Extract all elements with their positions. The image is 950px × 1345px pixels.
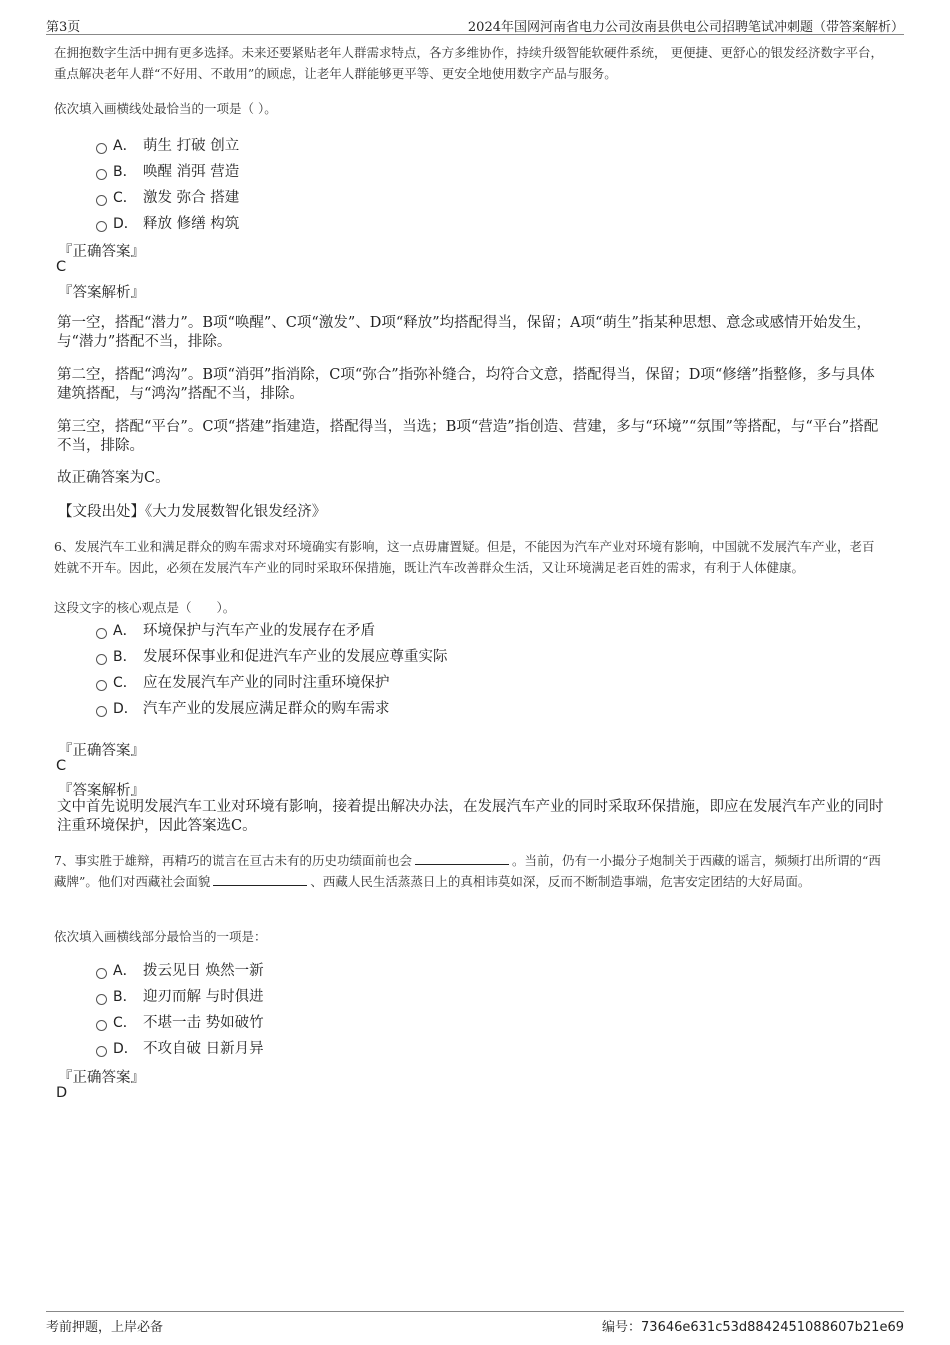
q7-passage: 7、事实胜于雄辩，再精巧的谎言在亘古未有的历史功绩面前也会 。当前，仍有一小撮分子炮制关于西藏的谣言，频频打出所谓的“西藏牌”。他们对西藏社会面貌 、西藏人民生活蒸蒸日上的真相讳莫如深，反而不断制造事端，危害安定团结的大好局面。	[54, 853, 881, 889]
q7-answer-label: 『正确答案』	[58, 1070, 145, 1086]
radio-icon[interactable]	[96, 1020, 107, 1031]
blank-line	[213, 873, 307, 886]
q6-option-d[interactable]: D． 汽车产业的发展应满足群众的购车需求	[96, 697, 390, 719]
radio-icon[interactable]	[96, 680, 107, 691]
q5-analysis-label: 『答案解析』	[58, 285, 145, 301]
radio-icon[interactable]	[96, 994, 107, 1005]
q7-prompt: 依次填入画横线部分最恰当的一项是：	[54, 929, 267, 944]
q7-option-c[interactable]: C． 不堪一击 势如破竹	[96, 1011, 264, 1033]
q5-option-d[interactable]: D． 释放 修缮 构筑	[96, 212, 239, 234]
q5-answer-label: 『正确答案』	[58, 244, 145, 260]
blank-line	[415, 852, 509, 865]
document-title: 2024年国网河南省电力公司汝南县供电公司招聘笔试冲刺题（带答案解析）	[467, 20, 904, 35]
radio-icon[interactable]	[96, 195, 107, 206]
page-footer	[46, 1311, 904, 1334]
q7-option-a[interactable]: A． 拨云见日 焕然一新	[96, 959, 264, 981]
radio-icon[interactable]	[96, 143, 107, 154]
radio-icon[interactable]	[96, 169, 107, 180]
page-number: 第3页	[46, 20, 81, 35]
q5-option-a[interactable]: A． 萌生 打破 创立	[96, 134, 239, 156]
footer-code: 编号：73646e631c53d8842451088607b21e69	[602, 1320, 904, 1335]
radio-icon[interactable]	[96, 1046, 107, 1057]
page-header	[46, 14, 904, 35]
q7-option-d[interactable]: D． 不攻自破 日新月异	[96, 1037, 264, 1059]
q5-analysis-1: 第一空，搭配“潜力”。B项“唤醒”、C项“激发”、D项“释放”均搭配得当，保留；A项“萌生”指某种思想、意念或感情开始发生，与“潜力”搭配不当，排除。	[57, 315, 871, 350]
q7-option-b[interactable]: B． 迎刃而解 与时俱进	[96, 985, 264, 1007]
q7-answer: D	[56, 1085, 68, 1101]
radio-icon[interactable]	[96, 654, 107, 665]
q5-answer: C	[56, 259, 67, 275]
q5-source: 【文段出处】《大力发展数智化银发经济》	[58, 504, 327, 520]
radio-icon[interactable]	[96, 706, 107, 717]
q5-prompt: 依次填入画横线处最恰当的一项是（ ）。	[54, 101, 277, 116]
q5-analysis-3: 第三空，搭配“平台”。C项“搭建”指建造，搭配得当，当选；B项“营造”指创造、营建，多与“环境”“氛围”等搭配，与“平台”搭配不当，排除。	[57, 419, 879, 454]
q6-option-b[interactable]: B． 发展环保事业和促进汽车产业的发展应尊重实际	[96, 645, 448, 667]
footer-slogan: 考前押题，上岸必备	[46, 1320, 164, 1335]
radio-icon[interactable]	[96, 968, 107, 979]
q5-analysis-4: 故正确答案为C。	[57, 470, 170, 486]
q5-passage: 在拥抱数字生活中拥有更多选择。未来还要紧贴老年人群需求特点，各方多维协作，持续升级智能软硬件系统， 更便捷、更舒心的银发经济数字平台，重点解决老年人群“不好用、不敢用”的顾虑，让老年人群能够更平等、更安全地使用数字产品与服务。	[54, 45, 883, 81]
q6-option-c[interactable]: C． 应在发展汽车产业的同时注重环境保护	[96, 671, 390, 693]
q6-passage: 6、发展汽车工业和满足群众的购车需求对环境确实有影响，这一点毋庸置疑。但是，不能因为汽车产业对环境有影响，中国就不发展汽车产业，老百姓就不开车。因此，必须在发展汽车产业的同时采取环保措施，既让汽车改善群众生活，又让环境满足老百姓的需求，有利于人体健康。	[54, 539, 875, 575]
q6-analysis: 文中首先说明发展汽车工业对环境有影响，接着提出解决办法，在发展汽车产业的同时采取环保措施，即应在发展汽车产业的同时注重环境保护，因此答案选C。	[57, 799, 884, 834]
q6-prompt: 这段文字的核心观点是（ ）。	[54, 600, 236, 615]
q5-option-b[interactable]: B． 唤醒 消弭 营造	[96, 160, 239, 182]
radio-icon[interactable]	[96, 628, 107, 639]
q6-answer: C	[56, 758, 67, 774]
q5-option-c[interactable]: C． 激发 弥合 搭建	[96, 186, 239, 208]
radio-icon[interactable]	[96, 221, 107, 232]
q5-analysis-2: 第二空，搭配“鸿沟”。B项“消弭”指消除，C项“弥合”指弥补缝合，均符合文意，搭配得当，保留；D项“修缮”指整修，多与具体建筑搭配，与“鸿沟”搭配不当，排除。	[57, 367, 875, 402]
q6-analysis-label: 『答案解析』	[58, 783, 145, 799]
q6-option-a[interactable]: A． 环境保护与汽车产业的发展存在矛盾	[96, 619, 375, 641]
q6-answer-label: 『正确答案』	[58, 743, 145, 759]
